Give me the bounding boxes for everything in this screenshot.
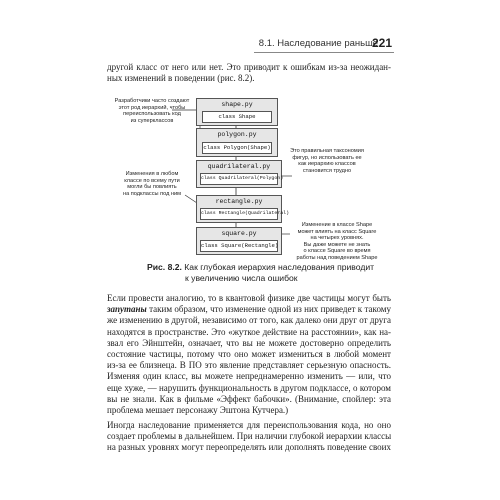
note-line: Это правильная таксономия	[290, 148, 364, 154]
class-box-rectangle	[196, 195, 290, 223]
text-line: Если провести аналогию, то в квантовой физике две частицы могут быть	[107, 293, 391, 303]
note-line: из суперклассов	[130, 117, 174, 124]
class-declaration: class Rectangle(Quadrilateral)	[200, 208, 278, 220]
note-line: на четырех уровнях.	[310, 235, 364, 242]
note-line: переиспользовать код	[123, 111, 181, 118]
text-line: ных изменений в поведении (рис. 8.2).	[107, 73, 255, 84]
file-name: polygon.py	[217, 131, 257, 138]
note-line: Вы даже можете не знать	[303, 241, 371, 248]
note-line: Изменение в классе Shape	[301, 222, 373, 228]
note-line: Изменения в любом	[125, 171, 179, 177]
file-name: rectangle.py	[215, 198, 263, 205]
body-paragraph-2	[107, 420, 391, 454]
note-changes	[114, 171, 190, 197]
note-line: работы над поведением Shape	[296, 254, 378, 261]
note-shape-change	[288, 222, 386, 262]
text-line: проблема мешает персонажу Эштона Кутчера.)	[107, 405, 289, 416]
text-fragment: таким образом, что изменение одной из них приведет к такому	[146, 304, 391, 315]
class-box-shape	[196, 98, 278, 126]
note-line: на подклассы под ним	[123, 190, 181, 197]
class-declaration: class Quadrilateral(Polygon)	[200, 173, 278, 185]
text-line	[107, 304, 391, 315]
class-box-quadrilateral	[196, 160, 282, 188]
note-line: классе по всему пути	[124, 177, 180, 184]
text-line: создает проблемы в дальнейшем. При наличии глубокой иерархии классы	[107, 431, 392, 442]
text-line: же изменению в другой, независимо от того, как далеко они друг от друга	[107, 315, 391, 326]
text-line: на разных уровнях могут переопределять или дополнять поведение своих	[107, 442, 391, 453]
text-line: звал его Эйнштейн, означает, что вы не можете достоверно определить	[107, 337, 391, 348]
note-taxonomy	[284, 148, 370, 174]
text-line: состояние частицы, потому что оно может измениться в любой момент	[107, 349, 391, 360]
text-line: еще хуже, — нарушить функциональность в другом подклассе, о котором	[107, 382, 391, 393]
text-line: другой класс от него или нет. Это приводит к ошибкам из-за неожидан-	[107, 62, 391, 72]
note-line: могли бы повлиять	[127, 184, 177, 191]
figure-caption	[147, 262, 397, 284]
body-paragraph-1	[107, 293, 391, 416]
note-line: как иерархию классов	[298, 161, 356, 168]
note-line: становится трудно	[302, 167, 352, 174]
text-line: находятся в пространстве. Это «жуткое действие на расстоянии», как на-	[107, 326, 391, 337]
text-line: Иногда наследование применяется для переиспользования кода, но оно	[107, 420, 391, 430]
class-box-polygon	[196, 128, 278, 157]
caption-label: Рис. 8.2.	[147, 262, 182, 272]
text-line: Изменяя один класс, вы можете непреднамеренно изменить — или, что	[107, 371, 391, 382]
class-declaration: class Shape	[202, 111, 272, 123]
section-title: 8.1. Наследование раньше	[258, 38, 378, 49]
note-line: этот род иерархий, чтобы	[118, 104, 186, 111]
note-line: Разработчики часто создают	[114, 98, 190, 104]
caption-text: Как глубокая иерархия наследования приводит	[184, 262, 375, 272]
file-name: shape.py	[221, 101, 253, 108]
note-developers	[112, 98, 192, 124]
text-line: вы не знали. Как в фильме «Эффект бабочки». (Внимание, спойлер: эта	[107, 393, 391, 404]
caption-text: к увеличению числа ошибок	[185, 273, 298, 283]
note-line: о классе Square во время	[303, 248, 371, 255]
note-line: фигур, но использовать ее	[292, 154, 362, 161]
note-line: может влиять на класс Square	[297, 228, 377, 235]
class-declaration: class Polygon(Shape)	[202, 142, 272, 154]
class-declaration: class Square(Rectangle)	[200, 240, 278, 252]
file-name: square.py	[221, 230, 257, 237]
file-name: quadrilateral.py	[207, 163, 271, 170]
italic-term: запутаны	[107, 304, 147, 315]
class-box-square	[196, 227, 282, 255]
page-number: 221	[371, 36, 392, 50]
text-line: из-за ее близнеца. В ПО это явление представляет серьезную опасность.	[107, 360, 391, 371]
